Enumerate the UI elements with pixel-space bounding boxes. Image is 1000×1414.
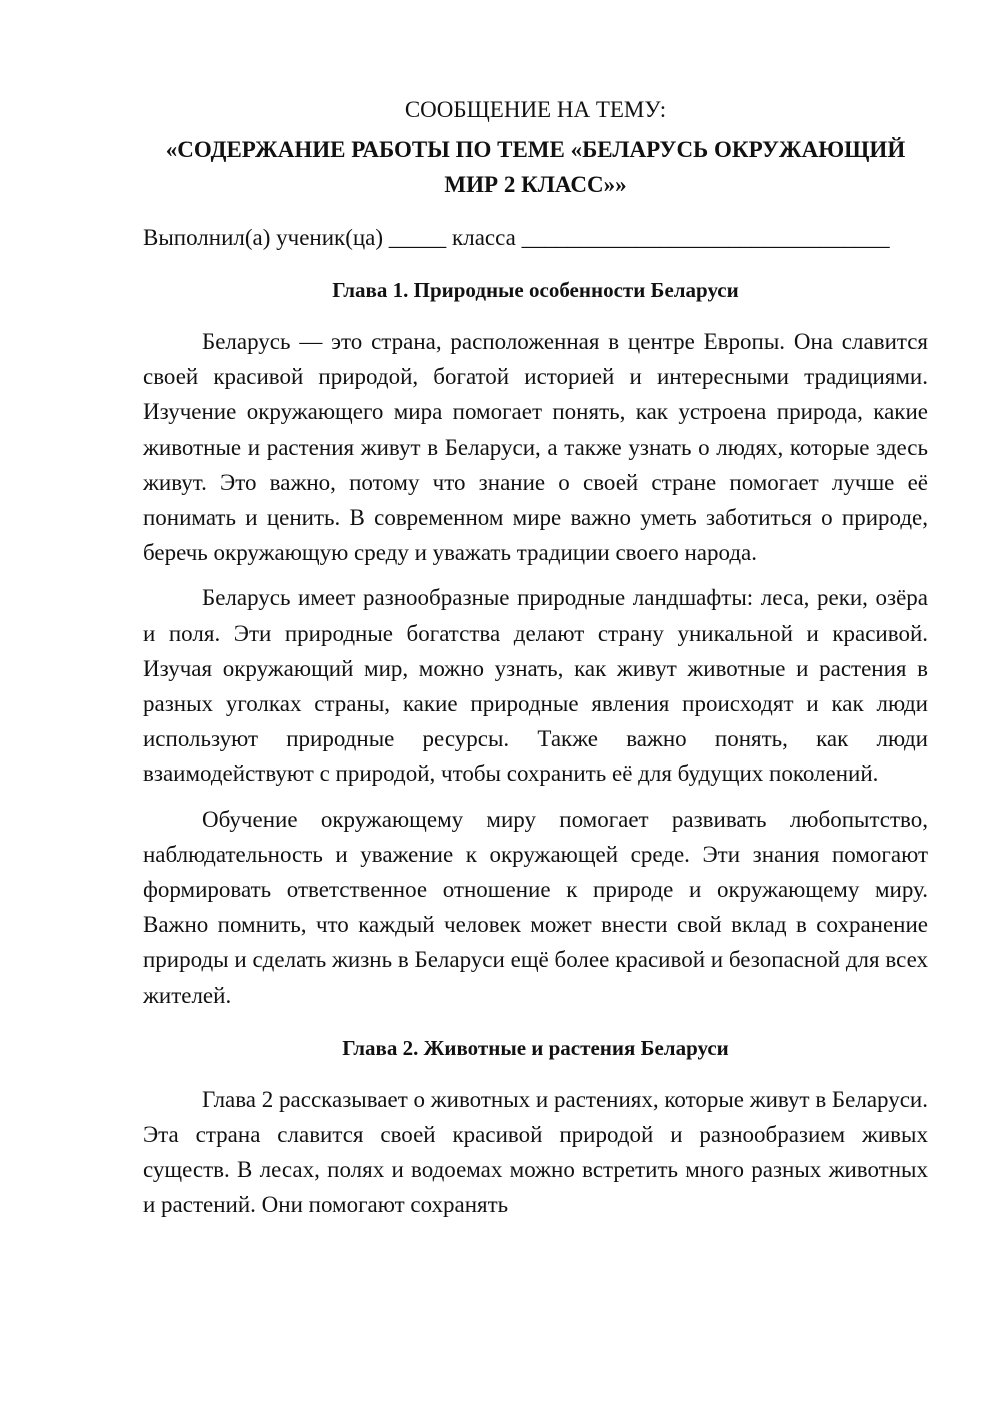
author-line: Выполнил(а) ученик(ца) _____ класса ________________________________ [143, 225, 890, 250]
document-title: «СОДЕРЖАНИЕ РАБОТЫ ПО ТЕМЕ «БЕЛАРУСЬ ОКРУЖАЮЩИЙ МИР 2 КЛАСС»» [165, 137, 906, 197]
chapter-1 [143, 273, 928, 1013]
paragraph: Глава 2 рассказывает о животных и растениях, которые живут в Беларуси. Эта страна славится своей красивой природой и разнообразием живых существ. В лесах, полях и водоемах можно встретить много разных животных и растений. Они помогают сохранять [143, 1086, 928, 1218]
chapter-heading: Глава 1. Природные особенности Беларуси [332, 278, 739, 302]
document-heading: СООБЩЕНИЕ НА ТЕМУ: [404, 97, 667, 122]
chapter-2 [143, 1031, 928, 1223]
paragraph: Беларусь — это страна, расположенная в центре Европы. Она славится своей красивой природой, богатой историей и интересными традициями. Изучение окружающего мира помогает понять, как устроена природа, какие животные и растения живут в Беларуси, а также узнать о людях, которые здесь живут. Это важно, потому что знание о своей стране помогает лучше её понимать и ценить. В современном мире важно уметь заботиться о природе, беречь окружающую среду и уважать традиции своего народа. [143, 329, 928, 566]
chapter-heading: Глава 2. Животные и растения Беларуси [342, 1035, 729, 1060]
paragraph: Беларусь имеет разнообразные природные ландшафты: леса, реки, озёра и поля. Эти природные богатства делают страну уникальной и красивой. Изучая окружающий мир, можно узнать, как живут животные и растения в разных уголках страны, какие природные явления происходят и как люди используют природные ресурсы. Также важно понять, как люди взаимодействуют с природой, чтобы сохранить её для будущих поколений. [143, 585, 928, 787]
paragraph: Обучение окружающему миру помогает развивать любопытство, наблюдательность и уважение к окружающей среде. Эти знания помогают формировать ответственное отношение к природе и окружающему миру. Важно помнить, что каждый человек может внести свой вклад в сохранение природы и сделать жизнь в Беларуси ещё более красивой и безопасной для всех жителей. [143, 806, 928, 1008]
document-page [143, 92, 928, 1223]
